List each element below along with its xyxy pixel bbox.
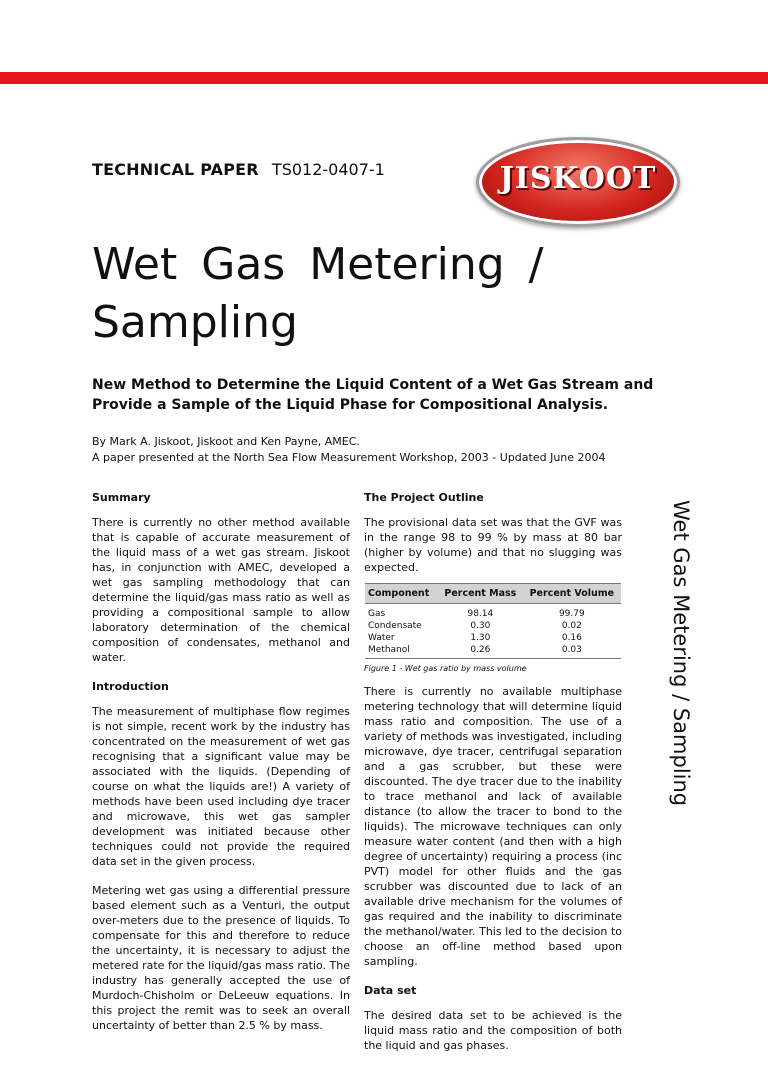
table-cell: 1.30 [470,633,491,643]
table-cell: Gas [368,609,386,619]
project-outline-heading: The Project Outline [364,491,484,504]
project-outline-intro: The provisional data set was that the GVF was in the range 98 to 99 % by mass at 80 bar (higher by volume) and that no slugging was expected. [364,516,622,574]
data-set-text: The desired data set to be achieved is the liquid mass ratio and the composition of both the liquid and gas phases. [364,1009,622,1052]
table-header-cell: Component [365,584,438,604]
paper-header [92,160,385,179]
title-line-2: Sampling [92,297,298,348]
introduction-paragraph-1: The measurement of multiphase flow regimes is not simple, recent work by the industry has concentrated on the measurement of wet gas recognising that a significant value may be associated with the liquids. (Depending of course on what the liquids are!) A variety of methods have been used including dye tracer and microwave, this wet gas sampler development was initiated because other techniques could not provide the required data set in the given process. [92,705,350,868]
right-column [364,490,622,1067]
table-row [365,620,621,632]
authors: By Mark A. Jiskoot, Jiskoot and Ken Payne, AMEC. [92,435,360,448]
figure-caption: Figure 1 - Wet gas ratio by mass volume [364,664,527,673]
table-cell: Water [368,633,395,643]
summary-heading: Summary [92,491,151,504]
top-red-bar [0,72,768,84]
title-line-1: Wet Gas Metering / [92,239,544,290]
table-cell: 0.30 [470,621,491,631]
logo-text: JISKOOT [499,160,657,196]
table-header-cell: Percent Volume [523,584,621,604]
table-cell: 0.16 [561,633,582,643]
wet-gas-ratio-table [365,583,621,659]
table-header-row [365,584,621,604]
byline [92,434,652,466]
table-cell: 0.26 [438,644,523,659]
table-row [365,644,621,659]
table-cell: 0.03 [523,644,621,659]
table-row [365,604,621,621]
subtitle: New Method to Determine the Liquid Content of a Wet Gas Stream and Provide a Sample of the Liquid Phase for Compositional Analysis. [92,377,654,413]
table-cell: Condensate [368,621,422,631]
table-row [365,632,621,644]
table-cell: 98.14 [467,609,494,619]
table-cell: 99.79 [558,609,585,619]
side-running-title: Wet Gas Metering / Sampling [669,500,693,807]
jiskoot-logo [476,137,680,227]
data-set-heading: Data set [364,984,417,997]
introduction-paragraph-2: Metering wet gas using a differential pressure based element such as a Venturi, the output over-meters due to the presence of liquids. To compensate for this and therefore to reduce the uncertainty, it is necessary to adjust the metered rate for the liquid/gas mass ratio. The industry has generally accepted the use of Murdoch-Chisholm or DeLeeuw equations. In this project the remit was to seek an overall uncertainty of better than 2.5 % by mass. [92,884,350,1032]
left-column [92,490,350,1047]
summary-text: There is currently no other method available that is capable of accurate measurement of the liquid mass of a wet gas stream. Jiskoot has, in conjunction with AMEC, developed a wet gas sampling methodology that can determine the liquid/gas mass ratio as well as providing a compositional sample to allow laboratory determination of the chemical composition of condensates, methanol and water. [92,516,350,664]
paper-code: TS012-0407-1 [271,160,385,179]
table-cell: Methanol [365,644,438,659]
page-title [92,236,612,352]
technical-paper-label: TECHNICAL PAPER [92,160,259,179]
introduction-heading: Introduction [92,680,169,693]
presented-at: A paper presented at the North Sea Flow Measurement Workshop, 2003 - Updated June 2004 [92,451,606,464]
project-outline-body: There is currently no available multiphase metering technology that will determine liquid mass ratio and composition. The use of a variety of methods was investigated, including microwave, dye tracer, centrifugal separation and a gas scrubber, but these were discounted. The dye tracer due to the inability to trace methanol and lack of available distance (to allow the tracer to bond to the liquids). The microwave techniques can only measure water content (and then with a high degree of uncertainty) requiring a process (inc PVT) model for other fluids and the gas scrubber was discounted due to lack of an available drive mechanism for the volumes of gas required and the inability to discriminate the methanol/water. This led to the decision to choose an off-line method based upon sampling. [364,685,622,968]
table-cell: 0.02 [561,621,582,631]
table-header-cell: Percent Mass [438,584,523,604]
